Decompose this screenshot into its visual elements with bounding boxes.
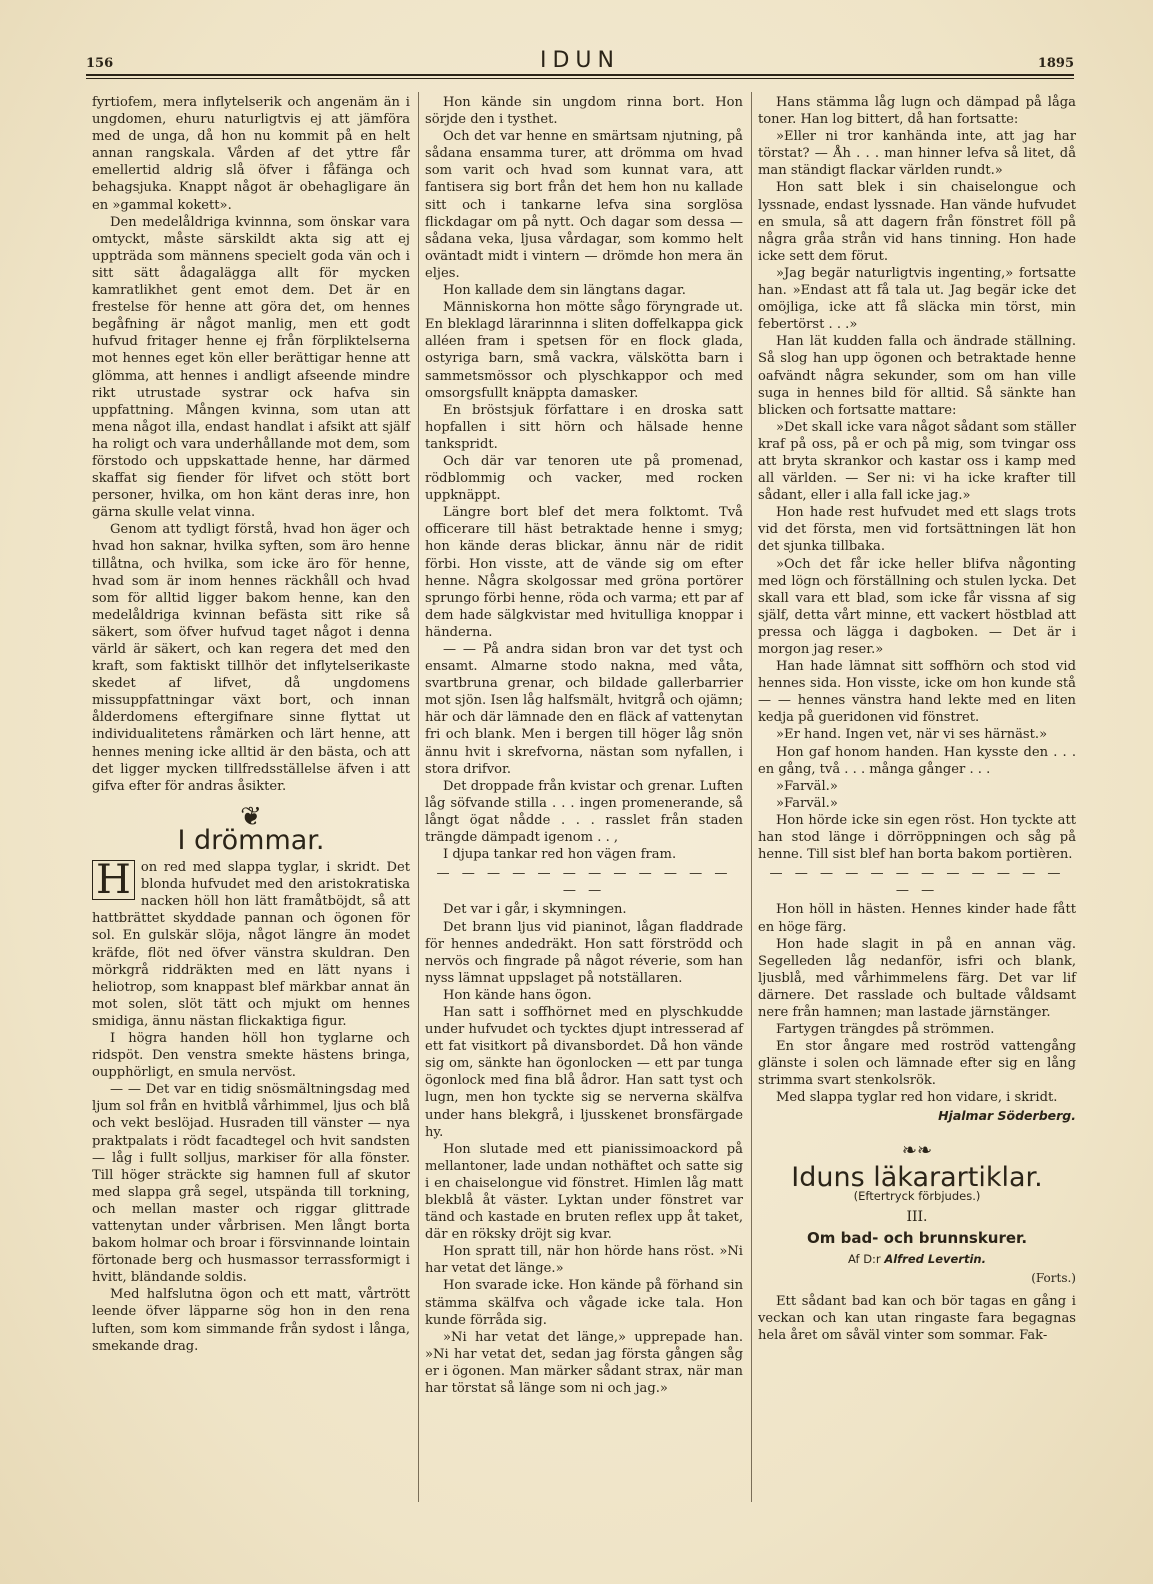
column-divider xyxy=(418,92,419,1502)
article-title: Iduns läkarartiklar. xyxy=(791,1161,1043,1193)
header-rule xyxy=(86,74,1074,76)
column-divider xyxy=(751,92,752,1502)
paragraph: Det var i går, i skymningen. xyxy=(443,902,627,918)
article-subtitle: Om bad- och brunnskurer. xyxy=(806,1229,1028,1247)
paragraph: En stor ångare med roströd vattengång glänste i solen och lämnade efter sig en lång strimma svart stenkolsrök. xyxy=(758,1039,1076,1089)
continued-note: (Forts.) xyxy=(1031,1271,1076,1286)
masthead: IDUN xyxy=(540,48,620,73)
paragraph: »Farväl.» xyxy=(776,795,838,811)
paragraph-text: on red med slappa tyglar, i skridt. Det blonda hufvudet med den aristokratiska nacken höll hon lätt framåtböjdt, så att hattbrättet skyddade pannan och ögonen för sol. En gulskär slöja, något längre än modet kräfde, flöt ned öfver vänstra skuldran. Den mörkgrå riddräkten med en lätt nyans i heliotrop, som knappast blef märkbar annat än mot solen, slöt tätt och mjukt om hennes smidiga, ännu nästan flickaktiga figur. xyxy=(92,860,410,1029)
author-signature: Hjalmar Söderberg. xyxy=(938,1107,1076,1123)
drop-cap: H xyxy=(92,860,135,900)
column-3 xyxy=(758,94,1076,1345)
paragraph: Och det var henne en smärtsam njutning, på sådana ensamma turer, att drömma om hvad som varit och hvad som kunnat vara, att fantisera sig bort från det hem hon nu kallade sitt och i tankarne lefva sina sorglösa flickdagar om på nytt. Och dagar som dessa — sådana veka, ljusa vårdagar, som kommo helt oväntadt midt i vintern — drömde hon mera än eljes. xyxy=(425,129,743,281)
story-title: I drömmar. xyxy=(177,824,325,856)
paragraph: Det brann ljus vid pianinot, lågan fladdrade för hennes andedräkt. Hon satt förströdd och nervös och fingrade på något réverie, som han nyss lämnat uppslaget på notställaren. xyxy=(425,919,743,986)
section-break: — — — — — — — — — — — — — — xyxy=(436,866,732,899)
paragraph: fyrtiofem, mera inflytelserik och angenäm än i ungdomen, ehuru naturligtvis ej att jämföra med de unga, då hon nu kommit på en helt annan rangskala. Vården af det yttre får emellertid aldrig slå öfver i fåfänga och behagsjuka. Knappt något är obehagligare än en »gammal kokett». xyxy=(92,95,410,213)
column-1 xyxy=(92,94,410,1355)
paragraph: »Jag begär naturligtvis ingenting,» fortsatte han. »Endast att få tala ut. Jag begär icke det omöjliga, icke att få släcka min törst, min febertörst . . .» xyxy=(758,265,1076,333)
section-break: — — — — — — — — — — — — — — xyxy=(769,866,1065,899)
paragraph: Hon hörde icke sin egen röst. Hon tyckte att han stod länge i dörröppningen och såg på henne. Till sist blef han borta bakom portièren. xyxy=(758,812,1076,863)
paragraph: Fartygen trängdes på strömmen. xyxy=(776,1022,995,1038)
paragraph: »Farväl.» xyxy=(776,778,838,794)
paragraph: Hans stämma låg lugn och dämpad på låga toner. Han log bittert, då han fortsatte: xyxy=(758,95,1076,128)
paragraph: »Eller ni tror kanhända inte, att jag har törstat? — Åh . . . man hinner lefva så litet, då man ständigt flackar världen rundt.» xyxy=(758,129,1076,179)
paragraph: Han satt i soffhörnet med en plyschkudde under hufvudet och tycktes djupt intresserad af ett fat visitkort på divansbordet. Då hon vände sig om, sänkte han ögonlocken — ett par tunga ögonlock med fina blå ådror. Han satt tyst och lugn, men hon tyckte sig se nerverna skälfva under hans blekgrå, i ljusskenet bronsfärgade hy. xyxy=(425,1004,743,1140)
paragraph: Ett sådant bad kan och bör tagas en gång i veckan och kan utan ringaste fara begagnas hela året om såväl vinter som sommar. Fak- xyxy=(758,1294,1076,1344)
paragraph: Människorna hon mötte sågo föryngrade ut. En bleklagd lärarinnna i sliten doffelkappa gick alléen fram i spetsen för en flock glada, ostyriga barn, små vackra, välskötta barn i sammetsmössor och plyschkappor och med omsorgsfullt knäppta damasker. xyxy=(425,300,743,401)
paragraph xyxy=(92,859,410,1030)
reprint-notice: (Eftertryck förbjudes.) xyxy=(853,1188,981,1203)
paragraph: — — På andra sidan bron var det tyst och ensamt. Almarne stodo nakna, med våta, svartbruna grenar, och bildade gallerbarrier mot sjön. Isen låg halfsmält, hvitgrå och ojämn; här och där lämnade den en fläck af vattenytan fri och blank. Men i bergen till höger låg snön ännu hvit i skrefvorna, nästan som nyfallen, i stora drifvor. xyxy=(425,642,743,777)
paragraph: Hon kallade dem sin längtans dagar. xyxy=(443,283,686,299)
paragraph: Hon svarade icke. Hon kände på förhand sin stämma skälfva och vågade icke tala. Hon kunde förråda sig. xyxy=(425,1278,743,1328)
paragraph: Längre bort blef det mera folktomt. Två officerare till häst betraktade henne i smyg; hon kände deras blickar, ännu när de ridit förbi. Hon visste, att de vände sig om efter henne. Några skolgossar med gröna portörer sprungo förbi henne, röda och varma; ett par af dem hade sälgkvistar med hvitulliga knoppar i händerna. xyxy=(425,505,743,640)
author-name: Alfred Levertin. xyxy=(884,1252,986,1267)
paragraph: Han lät kudden falla och ändrade ställning. Så slog han upp ögonen och betraktade henne oafvändt några sekunder, som om han ville suga in hennes bild för alltid. Så sänkte han blicken och fortsatte mattare: xyxy=(758,334,1076,418)
paragraph: »Och det får icke heller blifva någonting med lögn och förställning och stulen lycka. Det skall vara ett blad, som icke får vissna af sig själf, detta vårt minne, ett vackert höstblad att pressa och lägga i dagboken. — Det är i morgon jag reser.» xyxy=(758,556,1076,657)
part-number: III. xyxy=(906,1208,928,1225)
paragraph: Hon hade slagit in på en annan väg. Segelleden låg nedanför, isfri och blank, ljusblå, med vårhimmelens färg. Det var lif därnere. Det rasslade och bultade våldsamt nere från hamnen; man lastade järnstänger. xyxy=(758,936,1076,1020)
paragraph: En bröstsjuk författare i en droska satt hopfallen i sitt hörn och hälsade henne tankspridt. xyxy=(425,402,743,452)
page-number: 156 xyxy=(86,56,114,71)
paragraph: I högra handen höll hon tyglarne och ridspöt. Den venstra smekte hästens bringa, oupphörligt, en smula nervöst. xyxy=(92,1030,410,1081)
year: 1895 xyxy=(1037,56,1074,71)
article-author xyxy=(758,1251,1076,1268)
header-rule-thin xyxy=(86,78,1074,79)
page-header xyxy=(86,48,1074,72)
paragraph: »Det skall icke vara något sådant som ställer kraf på oss, på er och på mig, som tvingar oss att bryta skrankor och kastar oss i kamp med all världen. — Ser ni: vi ha icke krafter till sådant, eller i alla fall icke jag.» xyxy=(758,419,1076,504)
paragraph: Hon höll in hästen. Hennes kinder hade fått en höge färg. xyxy=(758,902,1076,935)
paragraph: Med halfslutna ögon och ett matt, vårtrött leende öfver läpparne sög hon in den rena luften, som kom simmande från sydost i långa, smekande drag. xyxy=(92,1287,410,1354)
paragraph: Hon spratt till, när hon hörde hans röst. »Ni har vetat det länge.» xyxy=(425,1244,743,1277)
paragraph: Och där var tenoren ute på promenad, rödblommig och vacker, med rocken uppknäppt. xyxy=(425,453,743,504)
paragraph: Hon kände sin ungdom rinna bort. Hon sörjde den i tysthet. xyxy=(425,95,743,128)
ornament-icon: ❧❧ xyxy=(901,1139,933,1161)
paragraph: Den medelåldriga kvinnna, som önskar vara omtyckt, måste särskildt akta sig att ej uppträda som männens specielt goda vän och i sitt sätt ådagalägga allt för mycken kamratlikhet gent emot dem. Det är en frestelse för henne att göra det, om hennes begåfning är något manlig, men ett godt hufvud fritager henne ej från förpliktelserna mot hennes eget kön eller berättigar henne att glömma, att hennes i andligt afseende mindre rikt utrustade systrar ock hafva sin uppfattning. Mången kvinna, som utan att mena något illa, endast handlat i afsikt att själf ha roligt och vara underhållande mot dem, som förstodo och uppskattade henne, har därmed skaffat sig fiender för lifvet och stött bort personer, hvilka, om hon känt deras inre, hon gärna skulle velat vinna. xyxy=(92,214,410,521)
paragraph: I djupa tankar red hon vägen fram. xyxy=(443,847,677,863)
ornament-icon: ❦ xyxy=(240,801,262,832)
column-2 xyxy=(425,94,743,1397)
paragraph: Hon gaf honom handen. Han kysste den . . . en gång, två . . . många gånger . . . xyxy=(758,744,1076,777)
paragraph: Hon satt blek i sin chaiselongue och lyssnade, endast lyssnade. Han vände hufvudet en smula, så att dagern från fönstret föll på några gråa strån vid hans tinning. Hon hade icke sett dem förut. xyxy=(758,180,1076,264)
paragraph: Hon kände hans ögon. xyxy=(443,987,592,1003)
paragraph: — — Det var en tidig snösmältningsdag med ljum sol från en hvitblå vårhimmel, ljus och blå och vekt beslöjad. Husraden till vänster — nya praktpalats i rödt facadtegel och hvit sandsten — låg i fullt solljus, markiser för alla fönster. Till höger sträckte sig hamnen full af skutor med slappa grå segel, utspända till torkning, och mellan master och riggar glittrade vattenytan under vårbrisen. Men långt borta bakom holmar och broar i försvinnande lointain förtonade berg och husmassor terrassformigt i hvitt, bländande soldis. xyxy=(92,1082,410,1286)
paragraph: »Ni har vetat det länge,» upprepade han. »Ni har vetat det, sedan jag första gången såg er i ögonen. Man märker sådant strax, när man har törstat så länge som ni och jag.» xyxy=(425,1329,743,1397)
paragraph: Hon slutade med ett pianissimoackord på mellantoner, lade undan nothäftet och satte sig i en chaiselongue vid fönstret. Himlen låg matt blekblå åt väster. Lyktan under fönstret var tänd och kastade en bruten reflex upp åt taket, där en röksky dröjt sig kvar. xyxy=(425,1141,743,1243)
paragraph: Hon hade rest hufvudet med ett slags trots vid det första, men vid fortsättningen lät hon det sjunka tillbaka. xyxy=(758,505,1076,555)
paragraph: Han hade lämnat sitt soffhörn och stod vid hennes sida. Hon visste, icke om hon kunde stå — — hennes vänstra hand lekte med en liten kedja på gueridonen vid fönstret. xyxy=(758,659,1076,726)
paragraph: Det droppade från kvistar och grenar. Luften låg söfvande stilla . . . ingen promenerande, så långt ögat nådde . . . rasslet från staden trängde dämpadt igenom . . , xyxy=(425,778,743,846)
paragraph: »Er hand. Ingen vet, när vi ses härnäst.» xyxy=(776,727,1048,743)
paragraph: Med slappa tyglar red hon vidare, i skridt. xyxy=(776,1090,1058,1106)
author-prefix: Af D:r xyxy=(848,1252,885,1267)
paragraph: Genom att tydligt förstå, hvad hon äger och hvad hon saknar, hvilka syften, som äro henne tillåtna, och hvilka, som icke äro för henne, hvad som är inom hennes räckhåll och hvad som för alltid ligger bakom henne, kan den medelåldriga kvinnan befästa sitt rike så säkert, som öfver hufvud taget något i denna värld är säkert, och kan regera det med den kraft, som faktiskt tillhör det inflytelserikaste skedet af lifvet, då ungdomens missuppfattningar växt bort, och innan ålderdomens eftergifnare sinne flyttat ut individualitetens råmärken och lärt henne, att hennes mening icke alltid är den bästa, och att det ligger mycken tillfredsställelse äfven i att gifva efter för andras åsikter. xyxy=(92,522,410,794)
